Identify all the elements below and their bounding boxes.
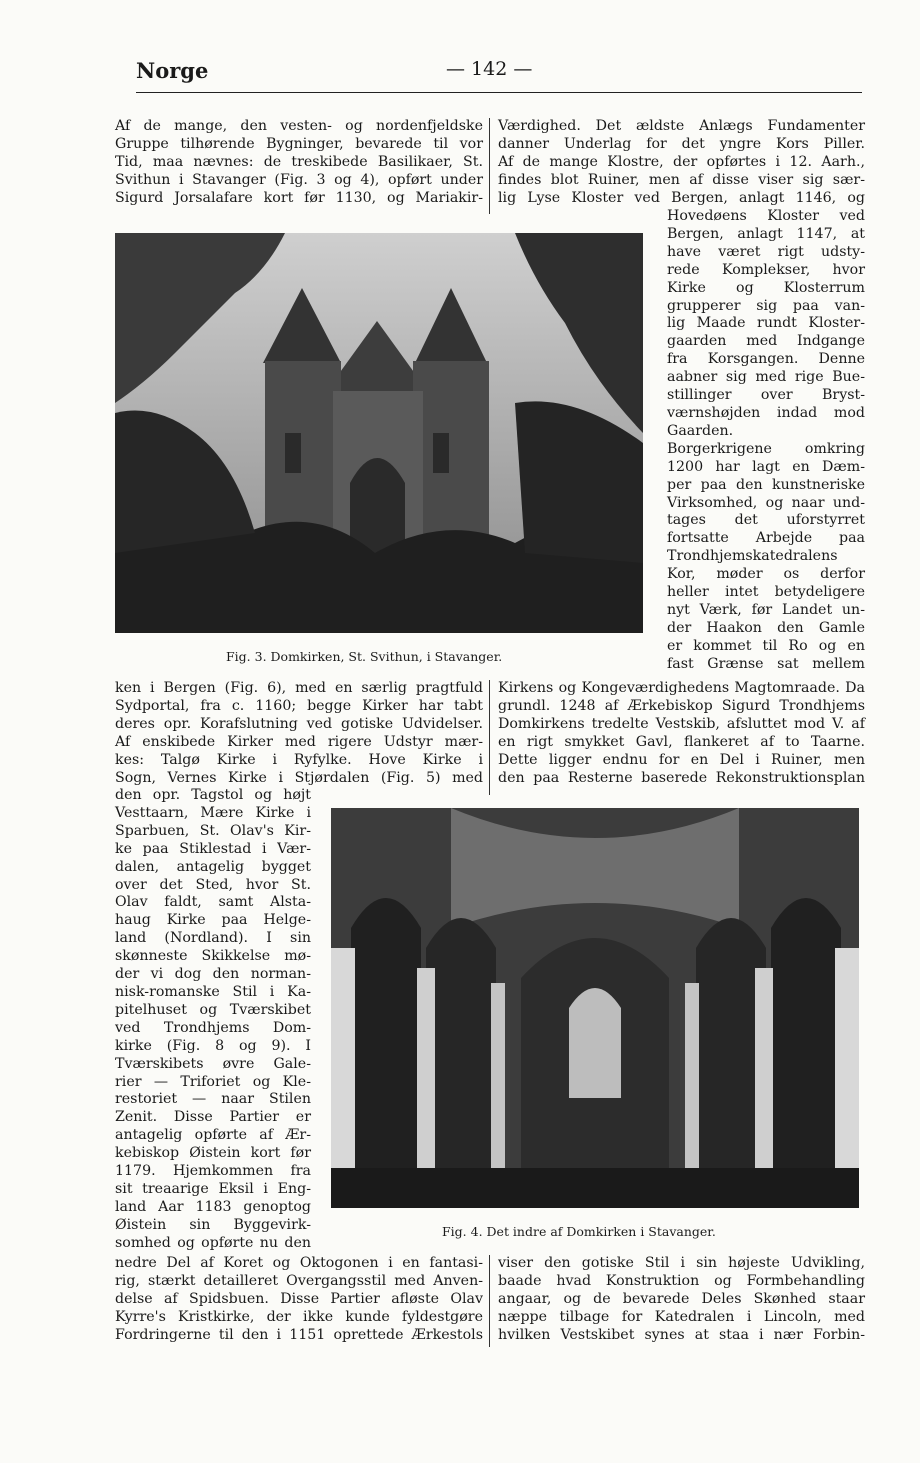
text-line: antagelig opførte af Ær- [115, 1127, 311, 1144]
text-line: per paa den kunstneriske [667, 476, 865, 493]
text-line: Sigurd Jorsalafare kort før 1130, og Mariakir- [115, 189, 483, 206]
text-line: rede Komplekser, hvor [667, 261, 865, 278]
text-line: nyt Værk, før Landet un- [667, 601, 865, 618]
text-line: heller intet betydeligere [667, 584, 865, 601]
text-line: Kirke og Klosterrum [667, 279, 865, 296]
text-line: findes blot Ruiner, men af disse viser sig sær- [498, 171, 865, 188]
text-line: grupperer sig paa van- [667, 297, 865, 314]
text-line: rier — Triforiet og Kle- [115, 1073, 311, 1090]
text-line: Af de mange Klostre, der opførtes i 12. Aarh., [498, 153, 865, 170]
figure-4-caption: Fig. 4. Det indre af Domkirken i Stavanger. [442, 1224, 716, 1239]
text-line: haug Kirke paa Helge- [115, 912, 311, 929]
text-bottom-left [115, 1255, 483, 1345]
text-left-narrow [115, 787, 311, 1253]
text-line: Hovedøens Kloster ved [667, 208, 865, 224]
text-line: fast Grænse sat mellem [667, 655, 865, 672]
text-line: tages det uforstyrret [667, 512, 865, 529]
text-line: Af enskibede Kirker med rigere Udstyr mær- [115, 733, 483, 750]
text-line: Sydportal, fra c. 1160; begge Kirker har tabt [115, 697, 483, 714]
text-line: deres opr. Korafslutning ved gotiske Udvidelser. [115, 715, 483, 732]
text-line: der vi dog den norman- [115, 966, 311, 983]
text-line: kebiskop Øistein kort før [115, 1145, 311, 1162]
text-line: skønneste Skikkelse mø- [115, 948, 311, 965]
text-line: lig Lyse Kloster ved Bergen, anlagt 1146, og [498, 189, 865, 206]
text-line: Øistein sin Byggevirk- [115, 1216, 311, 1233]
column-divider-middle [489, 680, 490, 795]
text-line: Kor, møder os derfor [667, 566, 865, 583]
text-line: Gaarden. [667, 422, 734, 439]
text-line: baade hvad Konstruktion og Formbehandling [498, 1272, 865, 1289]
text-line: den paa Resterne baserede Rekonstruktionsplan [498, 769, 865, 786]
text-line: værnshøjden indad mod [667, 404, 865, 421]
text-line: sit treaarige Eksil i Eng- [115, 1180, 311, 1197]
text-line: Tværskibets øvre Gale- [115, 1055, 311, 1072]
text-line: en rigt smykket Gavl, flankeret af to Taarne. [498, 733, 865, 750]
text-line: lig Maade rundt Kloster- [667, 315, 865, 332]
text-line: restoriet — naar Stilen [115, 1091, 311, 1108]
text-line: Sogn, Vernes Kirke i Stjørdalen (Fig. 5) med [115, 769, 483, 786]
text-line: ken i Bergen (Fig. 6), med en særlig pragtfuld [115, 680, 483, 696]
text-line: Trondhjemskatedralens [667, 548, 838, 565]
text-line: somhed og opførte nu den [115, 1234, 311, 1251]
figure-3-photo-cathedral-exterior [115, 233, 643, 633]
text-line: Fordringerne til den i 1151 oprettede Ærkestols [115, 1326, 483, 1343]
text-line: kes: Talgø Kirke i Ryfylke. Hove Kirke i [115, 751, 483, 768]
text-bottom-right [498, 1255, 865, 1345]
column-divider-bottom [489, 1255, 490, 1347]
text-line: Kyrre's Kristkirke, der ikke kunde fyldestgøre [115, 1308, 483, 1325]
text-line: land Aar 1183 genoptog [115, 1198, 311, 1215]
text-line: hvilken Vestskibet synes at staa i nær Forbin- [498, 1326, 865, 1343]
text-line: dalen, antagelig bygget [115, 858, 311, 875]
text-line: Vesttaarn, Mære Kirke i [115, 804, 311, 821]
text-middle-right [498, 680, 865, 787]
text-line: aabner sig med rige Bue- [667, 369, 865, 386]
text-line: pitelhuset og Tværskibet [115, 1001, 311, 1018]
text-line: Gruppe tilhørende Bygninger, bevarede til vor [115, 135, 483, 152]
text-line: nedre Del af Koret og Oktogonen i en fantasi- [115, 1255, 483, 1271]
text-line: Af de mange, den vesten- og nordenfjeldske [115, 118, 483, 134]
text-line: over det Sted, hvor St. [115, 876, 311, 893]
page-number: — 142 — [446, 58, 533, 80]
text-line: er kommet til Ro og en [667, 637, 865, 654]
text-line: Virksomhed, og naar und- [667, 494, 865, 511]
text-line: Bergen, anlagt 1147, at [667, 225, 865, 242]
text-line: nisk-romanske Stil i Ka- [115, 983, 311, 1000]
text-line: Kirkens og Kongeværdighedens Magtomraade. Da [498, 680, 865, 696]
text-line: land (Nordland). I sin [115, 930, 311, 947]
text-line: gaarden med Indgange [667, 333, 865, 350]
text-line: rig, stærkt detailleret Overgangsstil med Anven- [115, 1272, 483, 1289]
section-title: Norge [136, 58, 209, 83]
text-line: Borgerkrigene omkring [667, 440, 865, 457]
text-line: Domkirkens tredelte Vestskib, afsluttet mod V. af [498, 715, 865, 732]
text-line: ke paa Stiklestad i Vær- [115, 840, 311, 857]
text-line: have været rigt udsty- [667, 243, 865, 260]
text-line: viser den gotiske Stil i sin højeste Udvikling, [498, 1255, 865, 1271]
text-line: fortsatte Arbejde paa [667, 530, 865, 547]
text-line: Dette ligger endnu for en Del i Ruiner, men [498, 751, 865, 768]
text-top-left [115, 118, 483, 208]
text-line: Værdighed. Det ældste Anlægs Fundamenter [498, 118, 865, 134]
header-rule [136, 92, 862, 93]
text-right-narrow [667, 208, 865, 674]
text-line: ved Trondhjems Dom- [115, 1019, 311, 1036]
text-line: der Haakon den Gamle [667, 619, 865, 636]
text-line: grundl. 1248 af Ærkebiskop Sigurd Trondhjems [498, 697, 865, 714]
text-line: danner Underlag for det yngre Kors Piller. [498, 135, 865, 152]
column-divider-top [489, 118, 490, 214]
text-top-right [498, 118, 865, 208]
text-line: angaar, og de bevarede Deles Skønhed staar [498, 1290, 865, 1307]
text-line: Sparbuen, St. Olav's Kir- [115, 822, 311, 839]
text-line: Tid, maa nævnes: de treskibede Basilikaer, St. [115, 153, 483, 170]
text-line: 1179. Hjemkommen fra [115, 1163, 311, 1180]
text-line: delse af Spidsbuen. Disse Partier afløste Olav [115, 1290, 483, 1307]
text-line: Zenit. Disse Partier er [115, 1109, 311, 1126]
text-line: næppe tilbage for Katedralen i Lincoln, med [498, 1308, 865, 1325]
text-line: den opr. Tagstol og højt [115, 787, 311, 803]
text-line: Svithun i Stavanger (Fig. 3 og 4), opført under [115, 171, 483, 188]
figure-4-photo-cathedral-interior [331, 808, 859, 1208]
text-line: stillinger over Bryst- [667, 387, 865, 404]
text-line: Olav faldt, samt Alsta- [115, 894, 311, 911]
figure-3-caption: Fig. 3. Domkirken, St. Svithun, i Stavanger. [226, 649, 503, 664]
text-line: 1200 har lagt en Dæm- [667, 458, 865, 475]
text-line: kirke (Fig. 8 og 9). I [115, 1037, 311, 1054]
text-line: fra Korsgangen. Denne [667, 351, 865, 368]
text-middle-left [115, 680, 483, 787]
